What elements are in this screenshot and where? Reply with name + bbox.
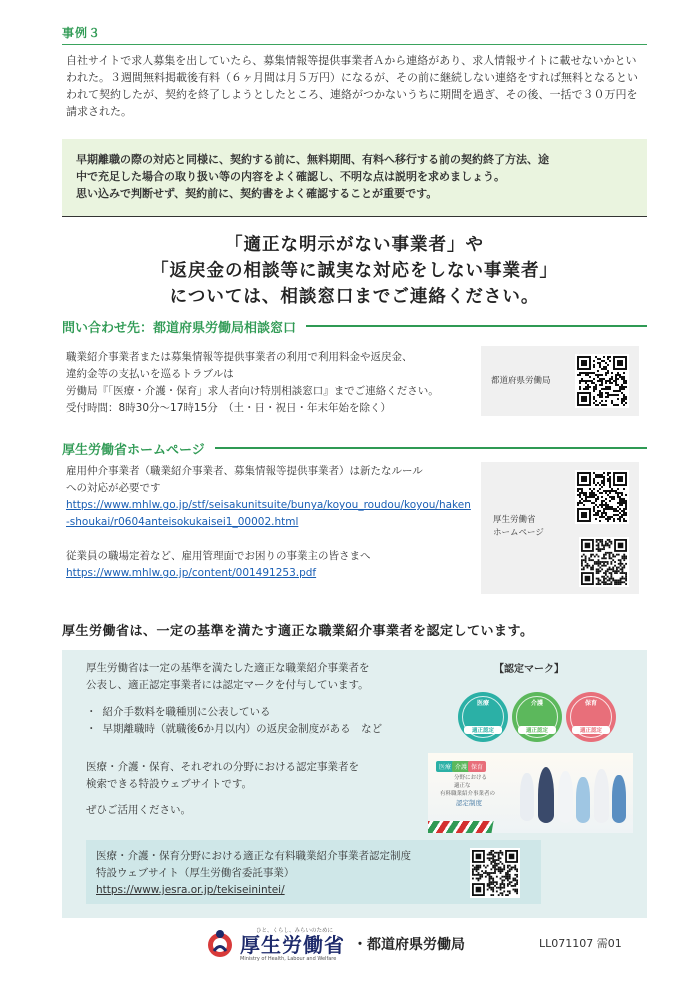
care-cert-mark-icon [512, 692, 562, 742]
mhlw-logo [205, 924, 465, 964]
list-item: ・ 紹介手数料を職種別に公表している [86, 704, 382, 721]
qr-code-icon[interactable] [579, 537, 629, 587]
cert-site-description [86, 759, 416, 793]
qr-label: 都道府県労働局 [491, 376, 551, 386]
photo-text: 適正な [454, 783, 471, 789]
qr-label [493, 514, 544, 540]
person-figure [612, 775, 626, 823]
case-description: 自社サイトで求人募集を出していたら、募集情報等提供事業者Ａから連絡があり、求人情報サイトに載せないかといわれた。３週間無料掲載後有料（６ヶ月間は月５万円）になるが、その前に継続しない連絡をすれば無料となるといわれて契約したが、契約を終了しようとしたところ、連絡がつかないうちに期間を過ぎ、その後、一括で３０万円を請求された。 [66, 54, 638, 118]
childcare-cert-mark-icon [566, 692, 616, 742]
contact-line: 違約金等の支払いを巡るトラブルは [66, 368, 234, 380]
cert-mark-title: 【認定マーク】 [494, 664, 564, 675]
qr-label-line: 厚生労働省 [493, 515, 536, 525]
case-header [62, 24, 647, 45]
qr-code-icon[interactable] [575, 470, 629, 524]
headline-line: 「適正な明示がない事業者」や [225, 235, 484, 255]
person-figure [576, 777, 590, 823]
qr-label-line: ホームページ [493, 528, 544, 538]
mhlw-line: 雇用仲介事業者（職業紹介事業者、募集情報等提供事業者）は新たなルール [66, 465, 423, 477]
list-item: ・ 早期離職時（就職後6か月以内）の返戻金制度がある など [86, 721, 382, 738]
advice-box [62, 139, 647, 217]
contact-line: 労働局『「医療・介護・保育」求人者向け特別相談窓口』までご連絡ください。 [66, 385, 439, 397]
photo-text: 認定制度 [456, 799, 482, 807]
special-line: 特設ウェブサイト（厚生労働省委託事業） [96, 867, 295, 879]
qr-code-icon[interactable] [575, 354, 629, 408]
cert-intro-line: 厚生労働省は一定の基準を満たした適正な職業紹介事業者を [86, 662, 370, 674]
contact-line: 職業紹介事業者または募集情報等提供事業者の利用で利用料金や返戻金、 [66, 351, 413, 363]
logo-tagline: ひと、くらし、みらいのために [256, 928, 334, 934]
banner-stripe [428, 821, 494, 833]
mark-sublabel: 適正認定 [572, 726, 610, 734]
section-rule [215, 447, 647, 449]
mhlw-description [66, 463, 471, 582]
mhlw-qr-card [481, 462, 639, 594]
mhlw-heading: 厚生労働省ホームページ [62, 442, 205, 458]
medical-cert-mark-icon [458, 692, 508, 742]
mhlw-section-header [62, 438, 647, 458]
special-line: 医療・介護・保育分野における適正な有料職業紹介事業者認定制度 [96, 850, 411, 862]
spacer [66, 531, 471, 548]
advice-line: 思い込みで判断せず、契約前に、契約書をよく確認することが重要です。 [76, 187, 438, 200]
logo-suffix: ・都道府県労働局 [353, 937, 465, 953]
photo-tag: 保育 [468, 761, 486, 772]
logo-main-text: 厚生労働省 [240, 933, 345, 957]
mark-sublabel: 適正認定 [464, 726, 502, 734]
advice-line: 早期離職の際の対応と同様に、契約する前に、無料期間、有料へ移行する前の契約終了方法、途 [76, 153, 549, 166]
section-rule [306, 325, 647, 327]
qr-code-icon[interactable] [470, 848, 520, 898]
cert-intro-line: 公表し、適正認定事業者には認定マークを付与しています。 [86, 679, 369, 691]
person-figure [594, 769, 609, 823]
person-figure [520, 773, 534, 821]
mhlw-rules-link[interactable]: https://www.mhlw.go.jp/stf/seisakunitsuite/bunya/koyou_roudou/koyou/haken-shoukai/r0604anteisokukaisei1_00002.html [66, 499, 471, 528]
document-code: LL071107 需01 [539, 937, 622, 950]
logo-english-text: Ministry of Health, Labour and Welfare [240, 956, 337, 962]
contact-section-header [62, 316, 647, 336]
contact-heading: 問い合わせ先：都道府県労働局相談窓口 [62, 320, 297, 336]
special-site-link[interactable]: https://www.jesra.or.jp/tekiseinintei/ [96, 884, 285, 896]
contact-qr-card [481, 346, 639, 416]
cert-bullets [86, 704, 382, 738]
headline-line: については、相談窓口までご連絡ください。 [169, 287, 540, 307]
person-figure [558, 771, 573, 823]
cert-title: 厚生労働省は、一定の基準を満たす適正な職業紹介事業者を認定しています。 [62, 624, 534, 639]
mhlw-pdf-link[interactable]: https://www.mhlw.go.jp/content/001491253.pdf [66, 567, 317, 579]
headline-line: 「返戻金の相談等に誠実な対応をしない事業者」 [151, 261, 558, 281]
headline [62, 232, 647, 310]
photo-tag: 医療 [436, 761, 454, 772]
contact-description [66, 349, 476, 417]
mhlw-logo-mark-icon [205, 929, 235, 959]
cert-site-line: 検索できる特設ウェブサイトです。 [86, 778, 253, 790]
cert-box [62, 650, 647, 918]
mhlw-line: 従業員の職場定着など、雇用管理面でお困りの事業主の皆さまへ [66, 550, 371, 562]
person-figure [538, 767, 554, 823]
photo-tag: 介護 [452, 761, 470, 772]
cert-intro [86, 660, 426, 694]
case-title: 事例３ [62, 26, 102, 40]
mark-label: 介護 [530, 700, 543, 707]
contact-hours: 受付時間：8時30分～17時15分 （土・日・祝日・年末年始を除く） [66, 402, 392, 414]
advice-line: 中で充足した場合の取り扱い等の内容をよく確認し、不明な点は説明を求めましょう。 [76, 170, 505, 183]
cert-use: ぜひご活用ください。 [86, 804, 191, 816]
mark-label: 医療 [476, 700, 489, 707]
cert-site-line: 医療・介護・保育、それぞれの分野における認定事業者を [86, 761, 359, 773]
mark-sublabel: 適正認定 [518, 726, 556, 734]
logo-text [240, 926, 345, 962]
cert-website-banner-image[interactable] [428, 753, 633, 833]
photo-text: 有料職業紹介事業者の [440, 791, 496, 797]
photo-text: 分野における [454, 775, 488, 781]
mhlw-line: への対応が必要です [66, 482, 161, 494]
mark-label: 保育 [584, 700, 597, 707]
